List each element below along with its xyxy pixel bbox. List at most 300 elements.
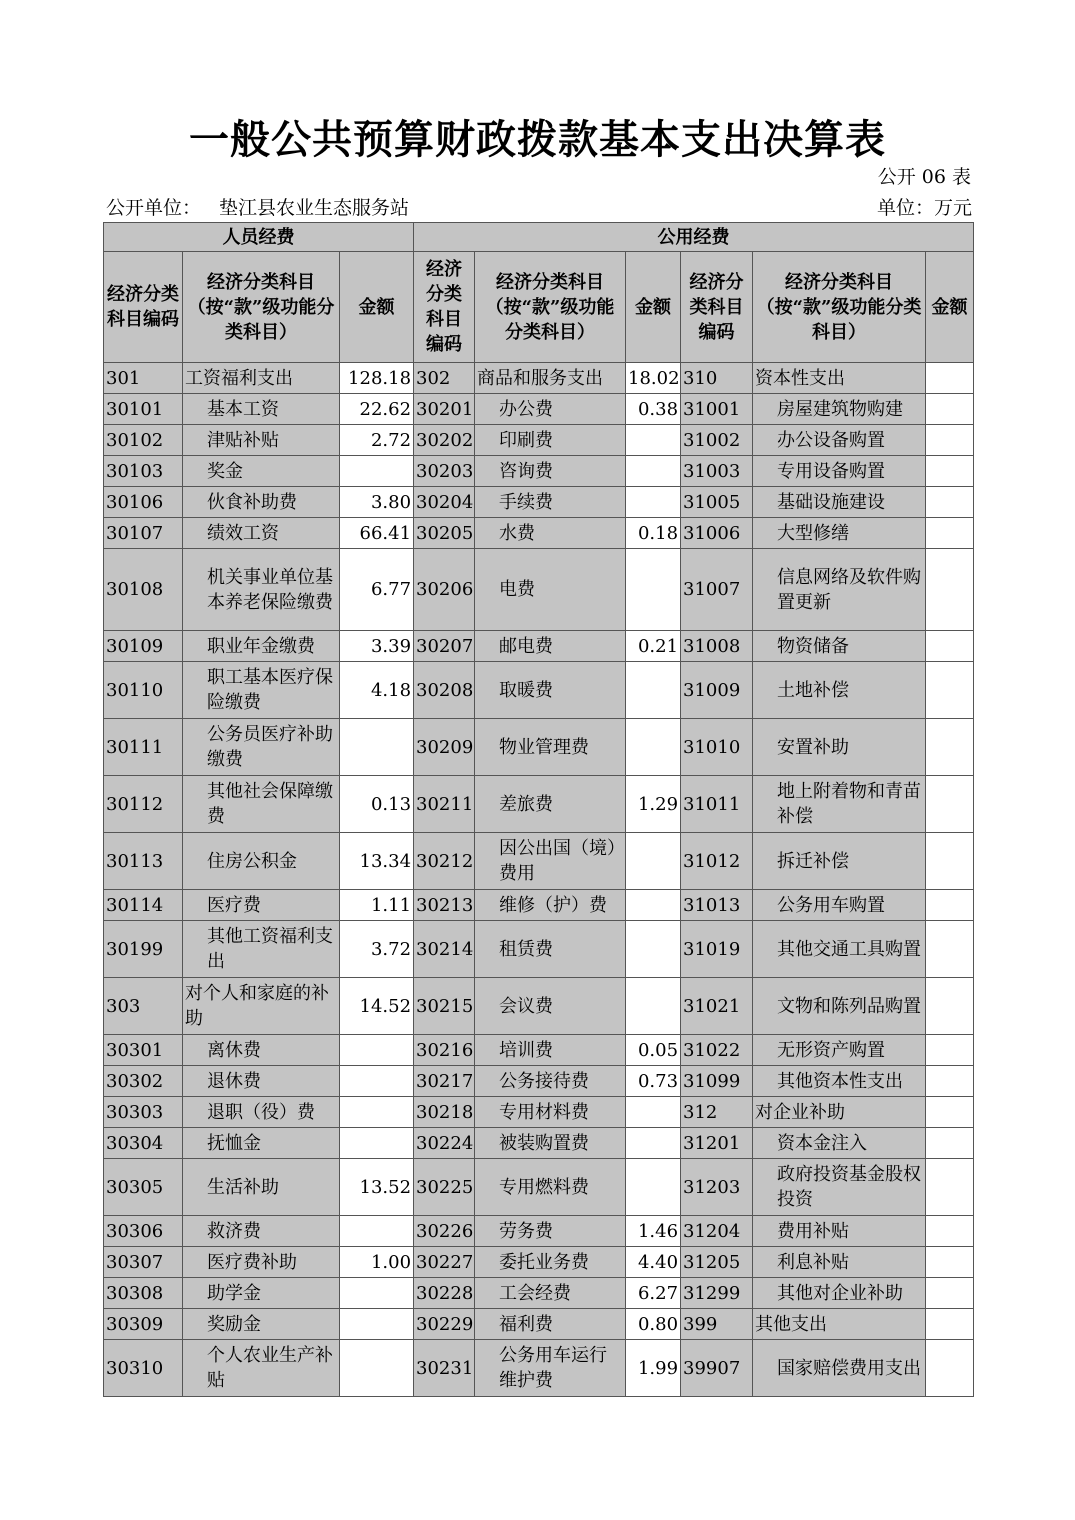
item-name: 物业管理费 [499, 736, 590, 758]
code-cell: 30228 [414, 1278, 475, 1309]
item-name-cell [753, 1216, 926, 1247]
item-name: 绩效工资 [207, 522, 279, 544]
code-cell: 303 [104, 978, 183, 1035]
code-cell: 31009 [681, 662, 753, 719]
code-cell: 30106 [104, 487, 183, 518]
amount-cell: 3.80 [340, 487, 414, 518]
code-cell: 31021 [681, 978, 753, 1035]
amount-cell: 1.00 [340, 1247, 414, 1278]
amount-cell [626, 719, 681, 776]
code-cell: 31203 [681, 1159, 753, 1216]
item-name-cell [475, 425, 626, 456]
item-name: 退职（役）费 [207, 1101, 315, 1123]
table-row [104, 1035, 974, 1066]
item-name-cell [475, 394, 626, 425]
item-name: 利息补贴 [777, 1251, 850, 1273]
amount-cell [626, 890, 681, 921]
item-name-cell [183, 890, 340, 921]
section-public: 公用经费 [414, 223, 974, 252]
table-row [104, 1340, 974, 1397]
amount-cell [926, 719, 974, 776]
item-name: 培训费 [499, 1039, 554, 1061]
table-row [104, 549, 974, 631]
item-name-cell [753, 425, 926, 456]
item-name-cell [753, 487, 926, 518]
amount-cell [926, 662, 974, 719]
item-name: 会议费 [499, 995, 554, 1017]
item-name: 委托业务费 [499, 1251, 590, 1273]
amount-cell: 0.80 [626, 1309, 681, 1340]
amount-cell: 128.18 [340, 363, 414, 394]
amount-cell: 0.38 [626, 394, 681, 425]
code-cell: 30218 [414, 1097, 475, 1128]
item-name-cell [475, 456, 626, 487]
item-name: 津贴补贴 [207, 429, 279, 451]
amount-cell: 3.72 [340, 921, 414, 978]
amount-cell [926, 1128, 974, 1159]
item-name-cell [475, 1128, 626, 1159]
code-cell: 30207 [414, 631, 475, 662]
table-row [104, 631, 974, 662]
item-name: 物资储备 [777, 635, 850, 657]
item-name-cell [753, 978, 926, 1035]
code-cell: 31019 [681, 921, 753, 978]
code-cell: 31003 [681, 456, 753, 487]
code-cell: 31012 [681, 833, 753, 890]
item-name: 医疗费 [207, 894, 261, 916]
amount-cell [340, 1309, 414, 1340]
item-name-cell [183, 1097, 340, 1128]
code-cell: 30199 [104, 921, 183, 978]
amount-cell [340, 1340, 414, 1397]
item-name: 奖励金 [207, 1313, 261, 1335]
amount-cell [626, 1159, 681, 1216]
item-name: 退休费 [207, 1070, 261, 1092]
item-name: 费用补贴 [777, 1220, 850, 1242]
item-name: 机关事业单位基本养老保险缴费 [207, 566, 333, 613]
item-name-cell [183, 1247, 340, 1278]
item-name: 地上附着物和青苗补偿 [777, 781, 922, 827]
amount-cell: 13.52 [340, 1159, 414, 1216]
code-cell: 30202 [414, 425, 475, 456]
amount-cell: 2.72 [340, 425, 414, 456]
item-name-cell [183, 1035, 340, 1066]
item-name-cell [183, 1159, 340, 1216]
code-cell: 30214 [414, 921, 475, 978]
code-cell: 312 [681, 1097, 753, 1128]
item-name: 大型修缮 [777, 522, 850, 544]
item-name-cell [475, 1216, 626, 1247]
item-name: 资本金注入 [777, 1132, 868, 1154]
header-code: 经济分类科目编码 [681, 252, 753, 363]
code-cell: 30217 [414, 1066, 475, 1097]
amount-cell: 66.41 [340, 518, 414, 549]
table-row [104, 776, 974, 833]
code-cell: 30306 [104, 1216, 183, 1247]
header-name: 经济分类科目（按“款”级功能分类科目） [183, 252, 340, 363]
amount-cell: 0.05 [626, 1035, 681, 1066]
item-name: 取暖费 [499, 679, 554, 701]
amount-cell [926, 1216, 974, 1247]
item-name: 个人农业生产补贴 [207, 1345, 333, 1391]
item-name: 拆迁补偿 [777, 850, 850, 872]
amount-cell [340, 1035, 414, 1066]
item-name: 助学金 [207, 1282, 261, 1304]
code-cell: 30224 [414, 1128, 475, 1159]
amount-cell [926, 1066, 974, 1097]
item-name-cell [753, 1128, 926, 1159]
code-cell: 31013 [681, 890, 753, 921]
code-cell: 30201 [414, 394, 475, 425]
item-name-cell [183, 518, 340, 549]
item-name-cell [475, 549, 626, 631]
code-cell: 30303 [104, 1097, 183, 1128]
header-amount: 金额 [340, 252, 414, 363]
table-row [104, 719, 974, 776]
item-name-cell [753, 890, 926, 921]
code-cell: 30101 [104, 394, 183, 425]
item-name: 专用设备购置 [777, 460, 886, 482]
amount-cell: 3.39 [340, 631, 414, 662]
item-name-cell [475, 1247, 626, 1278]
table-row [104, 425, 974, 456]
item-name-cell [475, 662, 626, 719]
item-name: 离休费 [207, 1039, 261, 1061]
item-name: 福利费 [499, 1313, 554, 1335]
code-cell: 30304 [104, 1128, 183, 1159]
expenditure-table [103, 222, 974, 1397]
code-cell: 30107 [104, 518, 183, 549]
item-name-cell [475, 631, 626, 662]
amount-cell: 4.18 [340, 662, 414, 719]
item-name-cell [183, 1128, 340, 1159]
table-row [104, 394, 974, 425]
item-name: 其他资本性支出 [777, 1070, 904, 1092]
table-row [104, 890, 974, 921]
item-name-cell [753, 1278, 926, 1309]
item-name-cell [183, 456, 340, 487]
code-cell: 30109 [104, 631, 183, 662]
item-name: 公务接待费 [499, 1070, 590, 1092]
item-name-cell [753, 833, 926, 890]
item-name: 其他交通工具购置 [777, 938, 922, 960]
amount-cell [926, 456, 974, 487]
item-name: 伙食补助费 [207, 491, 297, 513]
code-cell: 30216 [414, 1035, 475, 1066]
item-name: 劳务费 [499, 1220, 554, 1242]
item-name-cell [753, 719, 926, 776]
item-name: 专用材料费 [499, 1101, 590, 1123]
code-cell: 31007 [681, 549, 753, 631]
item-name: 被装购置费 [499, 1132, 590, 1154]
page-title: 一般公共预算财政拨款基本支出决算表 [189, 116, 886, 163]
item-name: 资本性支出 [755, 367, 846, 389]
code-cell: 301 [104, 363, 183, 394]
code-cell: 31002 [681, 425, 753, 456]
amount-cell [626, 1097, 681, 1128]
amount-cell [926, 487, 974, 518]
code-cell: 30213 [414, 890, 475, 921]
item-name-cell [183, 978, 340, 1035]
item-name: 电费 [499, 579, 536, 600]
amount-cell: 0.18 [626, 518, 681, 549]
item-name: 其他工资福利支出 [207, 926, 333, 972]
amount-cell: 1.29 [626, 776, 681, 833]
table-row [104, 921, 974, 978]
amount-cell: 0.21 [626, 631, 681, 662]
item-name-cell [475, 1278, 626, 1309]
item-name-cell [183, 776, 340, 833]
table-row [104, 662, 974, 719]
amount-cell: 0.73 [626, 1066, 681, 1097]
table-row [104, 1097, 974, 1128]
amount-cell [340, 1278, 414, 1309]
item-name-cell [475, 1159, 626, 1216]
amount-cell [340, 1066, 414, 1097]
item-name: 基本工资 [207, 398, 279, 420]
item-name: 工资福利支出 [185, 367, 293, 389]
header-amount: 金额 [626, 252, 681, 363]
code-cell: 30302 [104, 1066, 183, 1097]
header-amount: 金额 [926, 252, 974, 363]
item-name: 住房公积金 [207, 850, 297, 872]
table-row [104, 1278, 974, 1309]
amount-cell [926, 518, 974, 549]
code-cell: 30203 [414, 456, 475, 487]
item-name-cell [183, 631, 340, 662]
amount-cell [926, 631, 974, 662]
item-name: 商品和服务支出 [477, 367, 604, 389]
item-name-cell [753, 549, 926, 631]
code-cell: 30208 [414, 662, 475, 719]
code-cell: 30110 [104, 662, 183, 719]
item-name: 维修（护）费 [499, 894, 608, 916]
table-row [104, 487, 974, 518]
item-name-cell [753, 1097, 926, 1128]
item-name: 专用燃料费 [499, 1176, 590, 1198]
table-row [104, 1066, 974, 1097]
code-cell: 30309 [104, 1309, 183, 1340]
amount-cell [926, 425, 974, 456]
item-name: 公务用车运行维护费 [499, 1345, 608, 1391]
table-row [104, 1309, 974, 1340]
table-row [104, 456, 974, 487]
item-name-cell [183, 1309, 340, 1340]
code-cell: 31006 [681, 518, 753, 549]
item-name-cell [475, 487, 626, 518]
item-name: 办公设备购置 [777, 429, 886, 451]
item-name-cell [475, 890, 626, 921]
amount-cell [926, 549, 974, 631]
item-name: 对个人和家庭的补助 [185, 983, 329, 1029]
amount-cell [926, 394, 974, 425]
item-name-cell [475, 1097, 626, 1128]
amount-cell [340, 719, 414, 776]
item-name-cell [183, 425, 340, 456]
item-name-cell [183, 394, 340, 425]
amount-cell [926, 1278, 974, 1309]
item-name-cell [475, 1340, 626, 1397]
code-cell: 30229 [414, 1309, 475, 1340]
item-name-cell [475, 921, 626, 978]
item-name: 因公出国（境）费用 [499, 838, 617, 884]
item-name: 其他支出 [755, 1313, 828, 1335]
item-name-cell [475, 518, 626, 549]
code-cell: 30114 [104, 890, 183, 921]
item-name-cell [475, 1066, 626, 1097]
section-personnel: 人员经费 [104, 223, 414, 252]
org-name: 垫江县农业生态服务站 [219, 197, 410, 219]
code-cell: 30206 [414, 549, 475, 631]
item-name-cell [475, 776, 626, 833]
item-name: 租赁费 [499, 938, 554, 960]
code-cell: 30226 [414, 1216, 475, 1247]
code-cell: 399 [681, 1309, 753, 1340]
amount-cell [340, 1128, 414, 1159]
amount-cell [926, 1309, 974, 1340]
item-name: 生活补助 [207, 1176, 279, 1198]
item-name-cell [753, 363, 926, 394]
item-name-cell [753, 1309, 926, 1340]
amount-cell [926, 363, 974, 394]
item-name: 抚恤金 [207, 1132, 261, 1154]
amount-cell [926, 1097, 974, 1128]
item-name-cell [183, 1340, 340, 1397]
amount-cell [926, 1159, 974, 1216]
amount-cell [626, 1128, 681, 1159]
item-name-cell [183, 487, 340, 518]
amount-cell [926, 1035, 974, 1066]
amount-cell [340, 1097, 414, 1128]
amount-cell [926, 1247, 974, 1278]
item-name: 政府投资基金股权投资 [777, 1164, 922, 1210]
code-cell: 39907 [681, 1340, 753, 1397]
item-name-cell [183, 921, 340, 978]
code-cell: 30205 [414, 518, 475, 549]
amount-cell: 4.40 [626, 1247, 681, 1278]
item-name-cell [475, 1309, 626, 1340]
item-name-cell [475, 833, 626, 890]
item-name-cell [753, 662, 926, 719]
item-name-cell [753, 1066, 926, 1097]
item-name: 职业年金缴费 [207, 635, 315, 657]
amount-cell: 6.27 [626, 1278, 681, 1309]
item-name: 无形资产购置 [777, 1039, 886, 1061]
code-cell: 30211 [414, 776, 475, 833]
amount-cell: 14.52 [340, 978, 414, 1035]
amount-cell [340, 1216, 414, 1247]
amount-cell: 1.11 [340, 890, 414, 921]
item-name-cell [475, 719, 626, 776]
item-name-cell [475, 1035, 626, 1066]
item-name-cell [475, 363, 626, 394]
code-cell: 30225 [414, 1159, 475, 1216]
amount-cell: 1.99 [626, 1340, 681, 1397]
item-name: 差旅费 [499, 793, 554, 815]
item-name-cell [183, 662, 340, 719]
amount-cell: 6.77 [340, 549, 414, 631]
table-row [104, 363, 974, 394]
item-name-cell [753, 1340, 926, 1397]
item-name-cell [753, 776, 926, 833]
item-name-cell [753, 1159, 926, 1216]
code-cell: 30301 [104, 1035, 183, 1066]
item-name: 办公费 [499, 398, 554, 420]
unit-label: 单位：万元 [876, 197, 972, 219]
amount-cell: 1.46 [626, 1216, 681, 1247]
code-cell: 31299 [681, 1278, 753, 1309]
table-number: 公开 06 表 [877, 166, 971, 188]
item-name: 手续费 [499, 491, 554, 513]
item-name-cell [183, 1278, 340, 1309]
item-name: 邮电费 [499, 635, 554, 657]
header-code: 经济分类科目编码 [414, 252, 475, 363]
item-name: 房屋建筑物购建 [777, 398, 904, 420]
amount-cell [926, 833, 974, 890]
amount-cell [626, 425, 681, 456]
table-row [104, 1216, 974, 1247]
table-row [104, 1159, 974, 1216]
code-cell: 31201 [681, 1128, 753, 1159]
item-name-cell [183, 1066, 340, 1097]
table-row [104, 978, 974, 1035]
item-name: 水费 [499, 522, 536, 544]
item-name: 工会经费 [499, 1282, 572, 1304]
table-row [104, 1128, 974, 1159]
code-cell: 30108 [104, 549, 183, 631]
amount-cell: 18.02 [626, 363, 681, 394]
code-cell: 31010 [681, 719, 753, 776]
item-name: 公务员医疗补助缴费 [207, 724, 333, 770]
code-cell: 31099 [681, 1066, 753, 1097]
item-name: 公务用车购置 [777, 894, 886, 916]
code-cell: 30111 [104, 719, 183, 776]
item-name: 土地补偿 [777, 679, 850, 701]
code-cell: 302 [414, 363, 475, 394]
amount-cell: 22.62 [340, 394, 414, 425]
code-cell: 30209 [414, 719, 475, 776]
item-name-cell [753, 394, 926, 425]
amount-cell [926, 921, 974, 978]
amount-cell [626, 833, 681, 890]
amount-cell [926, 978, 974, 1035]
code-cell: 30212 [414, 833, 475, 890]
amount-cell [626, 978, 681, 1035]
item-name: 信息网络及软件购置更新 [777, 566, 922, 613]
header-code: 经济分类科目编码 [104, 252, 183, 363]
amount-cell [626, 456, 681, 487]
amount-cell [626, 549, 681, 631]
item-name-cell [753, 456, 926, 487]
code-cell: 30308 [104, 1278, 183, 1309]
code-cell: 310 [681, 363, 753, 394]
code-cell: 31001 [681, 394, 753, 425]
code-cell: 31022 [681, 1035, 753, 1066]
amount-cell [626, 487, 681, 518]
table-body [104, 363, 974, 1397]
code-cell: 31204 [681, 1216, 753, 1247]
item-name-cell [753, 921, 926, 978]
item-name: 安置补助 [777, 736, 850, 758]
table-row [104, 1247, 974, 1278]
code-cell: 30103 [104, 456, 183, 487]
item-name-cell [753, 631, 926, 662]
item-name-cell [475, 978, 626, 1035]
code-cell: 30307 [104, 1247, 183, 1278]
code-cell: 30215 [414, 978, 475, 1035]
amount-cell [926, 1340, 974, 1397]
item-name-cell [753, 1247, 926, 1278]
